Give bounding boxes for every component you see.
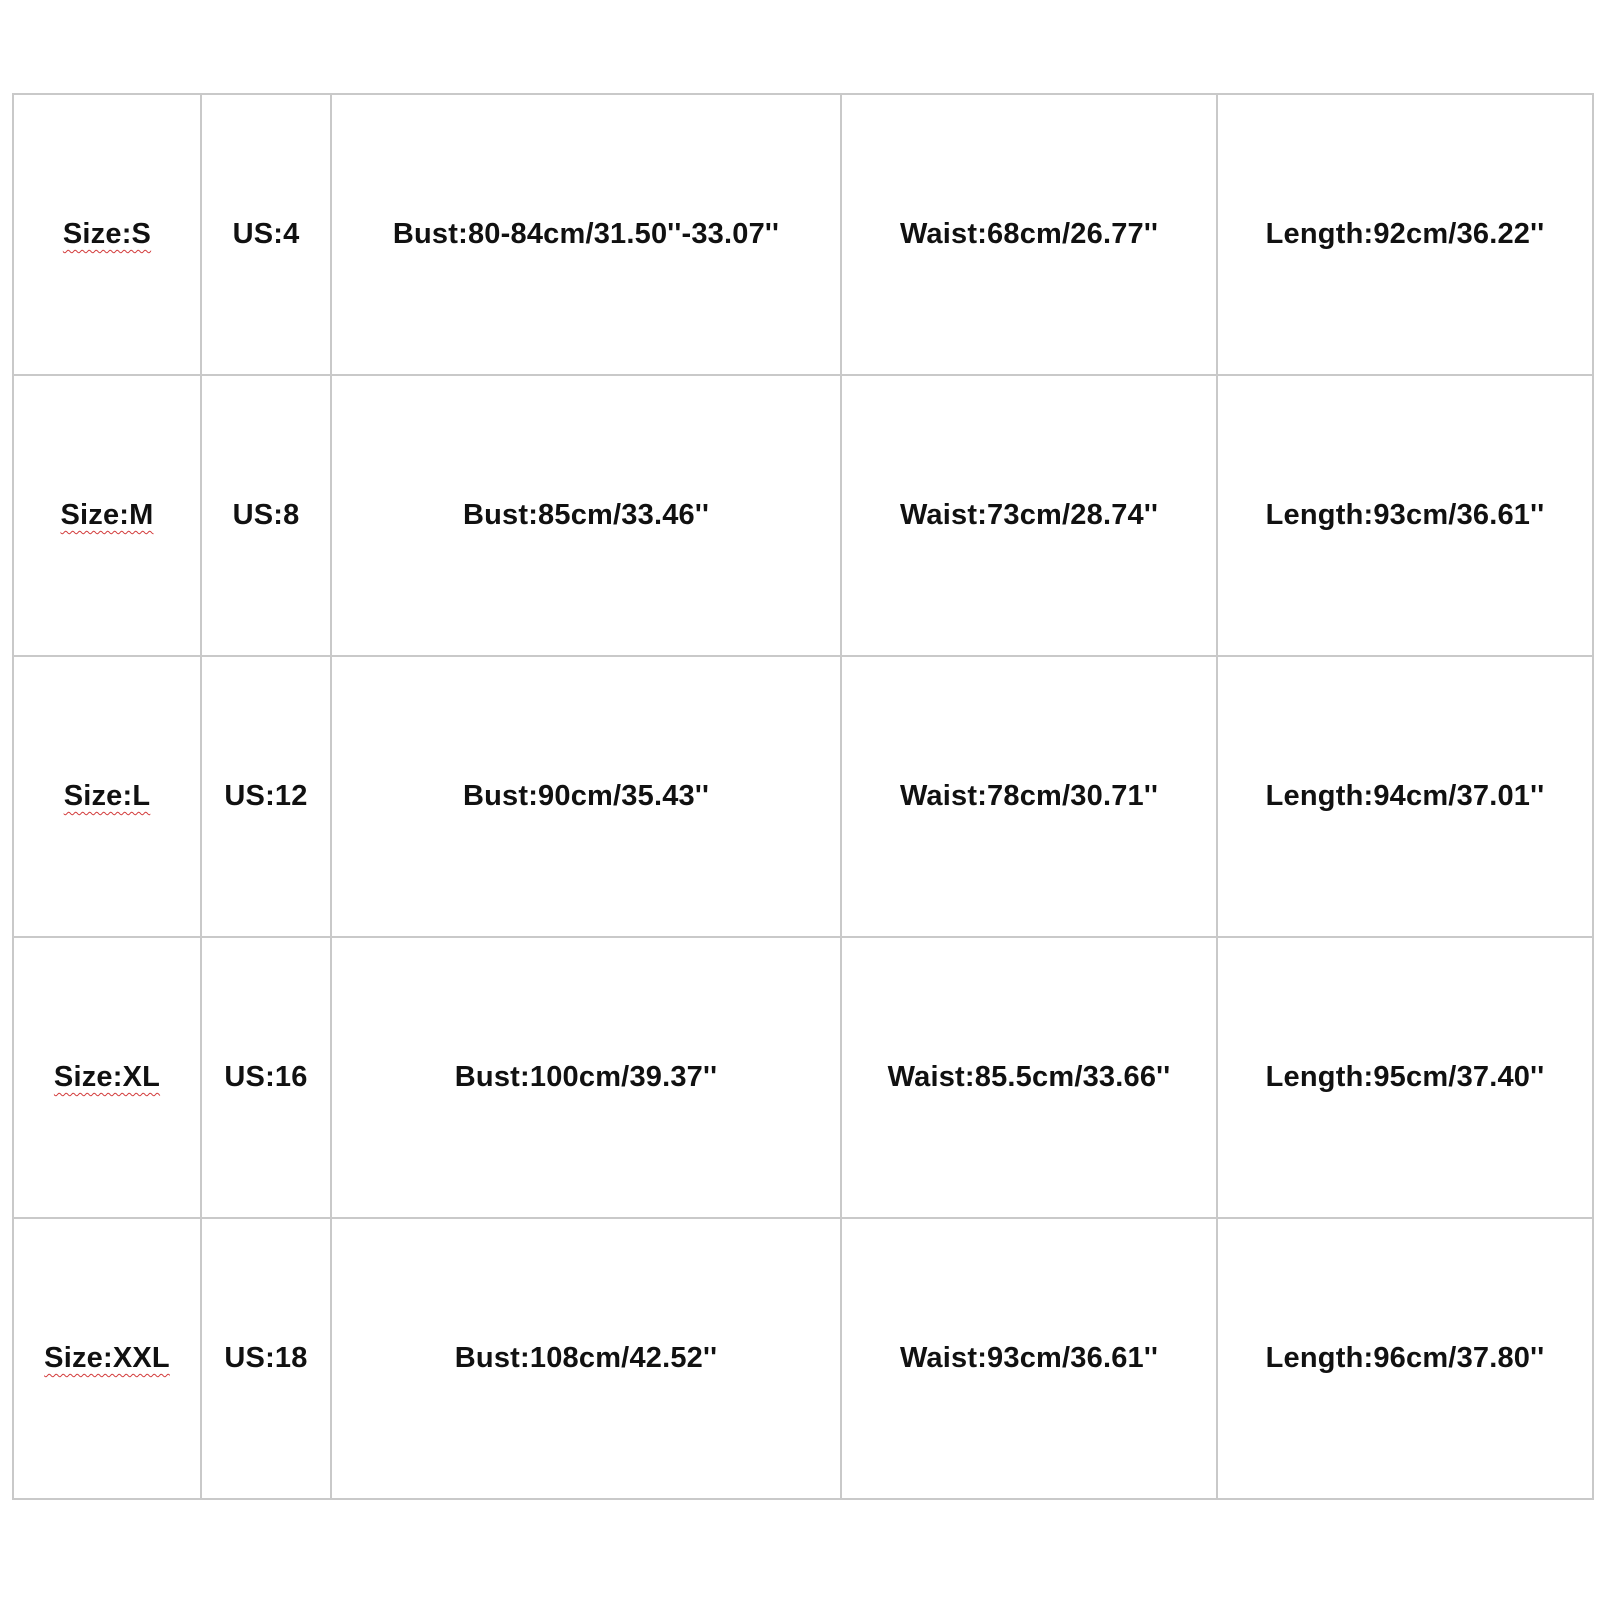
- us-size-cell: US:16: [201, 937, 331, 1218]
- size-label: Size:S: [62, 218, 152, 250]
- table-row: [13, 937, 1593, 1218]
- length-cell: Length:95cm/37.40'': [1217, 937, 1593, 1218]
- size-label: Size:L: [63, 780, 151, 812]
- waist-cell: Waist:73cm/28.74'': [841, 375, 1217, 656]
- bust-cell: Bust:85cm/33.46'': [331, 375, 841, 656]
- table-row: [13, 656, 1593, 937]
- length-cell: Length:92cm/36.22'': [1217, 94, 1593, 375]
- us-size-cell: US:18: [201, 1218, 331, 1499]
- table-row: [13, 1218, 1593, 1499]
- size-cell: [13, 375, 201, 656]
- us-size-cell: US:12: [201, 656, 331, 937]
- waist-cell: Waist:78cm/30.71'': [841, 656, 1217, 937]
- size-cell: [13, 1218, 201, 1499]
- waist-cell: Waist:68cm/26.77'': [841, 94, 1217, 375]
- table-row: [13, 94, 1593, 375]
- bust-cell: Bust:90cm/35.43'': [331, 656, 841, 937]
- size-cell: [13, 937, 201, 1218]
- length-cell: Length:94cm/37.01'': [1217, 656, 1593, 937]
- size-label: Size:M: [60, 499, 154, 531]
- size-cell: [13, 94, 201, 375]
- length-cell: Length:93cm/36.61'': [1217, 375, 1593, 656]
- size-chart-table: [12, 93, 1594, 1500]
- length-cell: Length:96cm/37.80'': [1217, 1218, 1593, 1499]
- bust-cell: Bust:108cm/42.52'': [331, 1218, 841, 1499]
- bust-cell: Bust:100cm/39.37'': [331, 937, 841, 1218]
- bust-cell: Bust:80-84cm/31.50''-33.07'': [331, 94, 841, 375]
- size-label: Size:XL: [53, 1061, 161, 1093]
- us-size-cell: US:8: [201, 375, 331, 656]
- waist-cell: Waist:93cm/36.61'': [841, 1218, 1217, 1499]
- size-cell: [13, 656, 201, 937]
- us-size-cell: US:4: [201, 94, 331, 375]
- table-row: [13, 375, 1593, 656]
- waist-cell: Waist:85.5cm/33.66'': [841, 937, 1217, 1218]
- size-label: Size:XXL: [44, 1342, 170, 1374]
